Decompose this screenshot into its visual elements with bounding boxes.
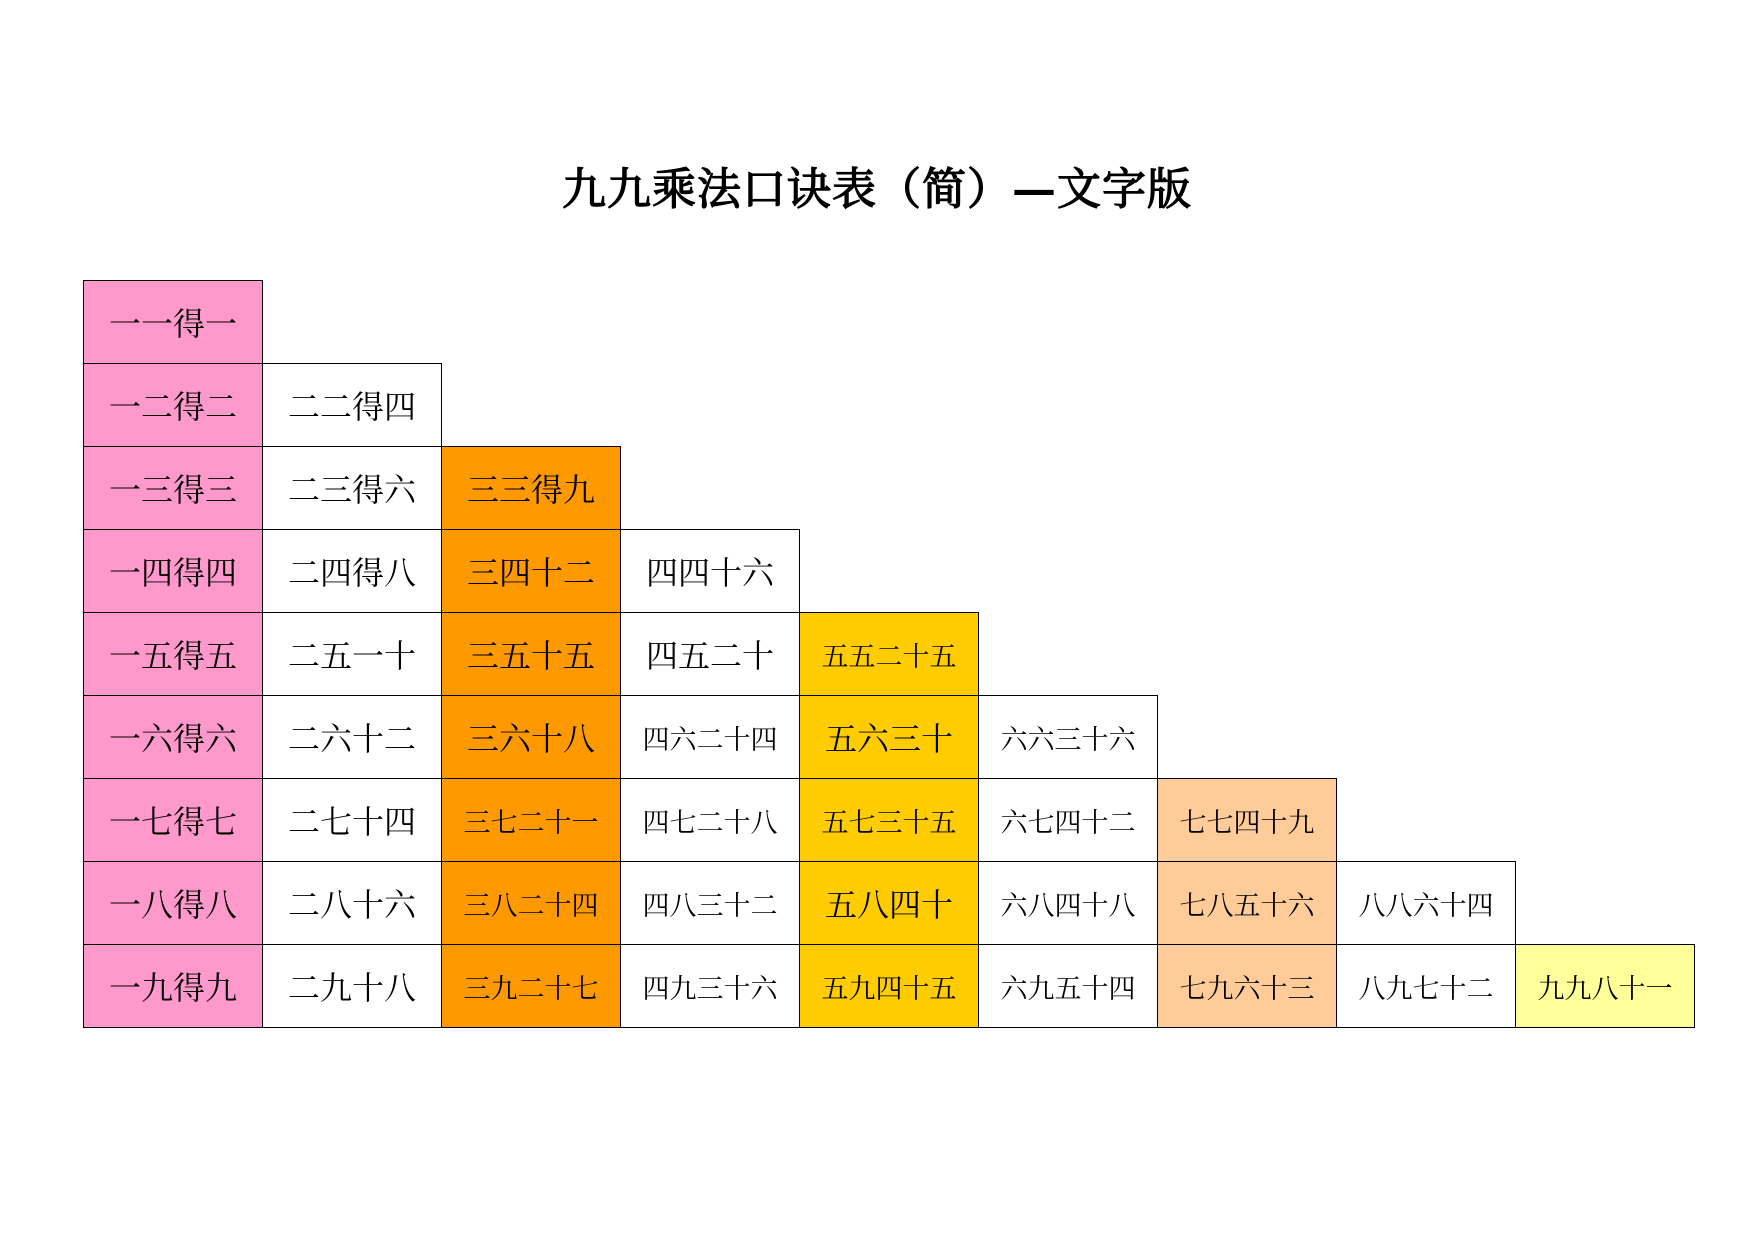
table-cell: 一二得二 xyxy=(83,363,263,447)
table-cell: 二九十八 xyxy=(262,944,442,1028)
table-cell: 六九五十四 xyxy=(978,944,1158,1028)
table-cell: 二四得八 xyxy=(262,529,442,613)
table-cell: 四四十六 xyxy=(620,529,800,613)
table-cell: 四八三十二 xyxy=(620,861,800,945)
table-cell: 一四得四 xyxy=(83,529,263,613)
table-cell: 五五二十五 xyxy=(799,612,979,696)
table-cell: 一九得九 xyxy=(83,944,263,1028)
table-cell: 四五二十 xyxy=(620,612,800,696)
table-cell: 三八二十四 xyxy=(441,861,621,945)
table-cell: 二三得六 xyxy=(262,446,442,530)
table-cell: 六六三十六 xyxy=(978,695,1158,779)
table-cell: 四七二十八 xyxy=(620,778,800,862)
table-cell: 八九七十二 xyxy=(1336,944,1516,1028)
table-cell: 六八四十八 xyxy=(978,861,1158,945)
table-cell: 一八得八 xyxy=(83,861,263,945)
table-cell: 七九六十三 xyxy=(1157,944,1337,1028)
table-cell: 三九二十七 xyxy=(441,944,621,1028)
table-cell: 一五得五 xyxy=(83,612,263,696)
table-cell: 九九八十一 xyxy=(1515,944,1695,1028)
table-cell: 二六十二 xyxy=(262,695,442,779)
table-cell: 三七二十一 xyxy=(441,778,621,862)
table-cell: 三五十五 xyxy=(441,612,621,696)
table-cell: 四九三十六 xyxy=(620,944,800,1028)
table-cell: 五九四十五 xyxy=(799,944,979,1028)
page-title: 九九乘法口诀表（简）—文字版 xyxy=(562,164,1192,215)
table-cell: 一六得六 xyxy=(83,695,263,779)
table-cell: 二七十四 xyxy=(262,778,442,862)
table-cell: 二五一十 xyxy=(262,612,442,696)
table-cell: 三六十八 xyxy=(441,695,621,779)
table-cell: 五六三十 xyxy=(799,695,979,779)
table-cell: 三三得九 xyxy=(441,446,621,530)
table-cell: 一七得七 xyxy=(83,778,263,862)
table-cell: 四六二十四 xyxy=(620,695,800,779)
table-cell: 五八四十 xyxy=(799,861,979,945)
table-cell: 六七四十二 xyxy=(978,778,1158,862)
table-cell: 一三得三 xyxy=(83,446,263,530)
table-cell: 七八五十六 xyxy=(1157,861,1337,945)
table-cell: 二二得四 xyxy=(262,363,442,447)
table-cell: 七七四十九 xyxy=(1157,778,1337,862)
table-cell: 八八六十四 xyxy=(1336,861,1516,945)
table-cell: 三四十二 xyxy=(441,529,621,613)
table-cell: 五七三十五 xyxy=(799,778,979,862)
table-cell: 一一得一 xyxy=(83,280,263,364)
table-cell: 二八十六 xyxy=(262,861,442,945)
